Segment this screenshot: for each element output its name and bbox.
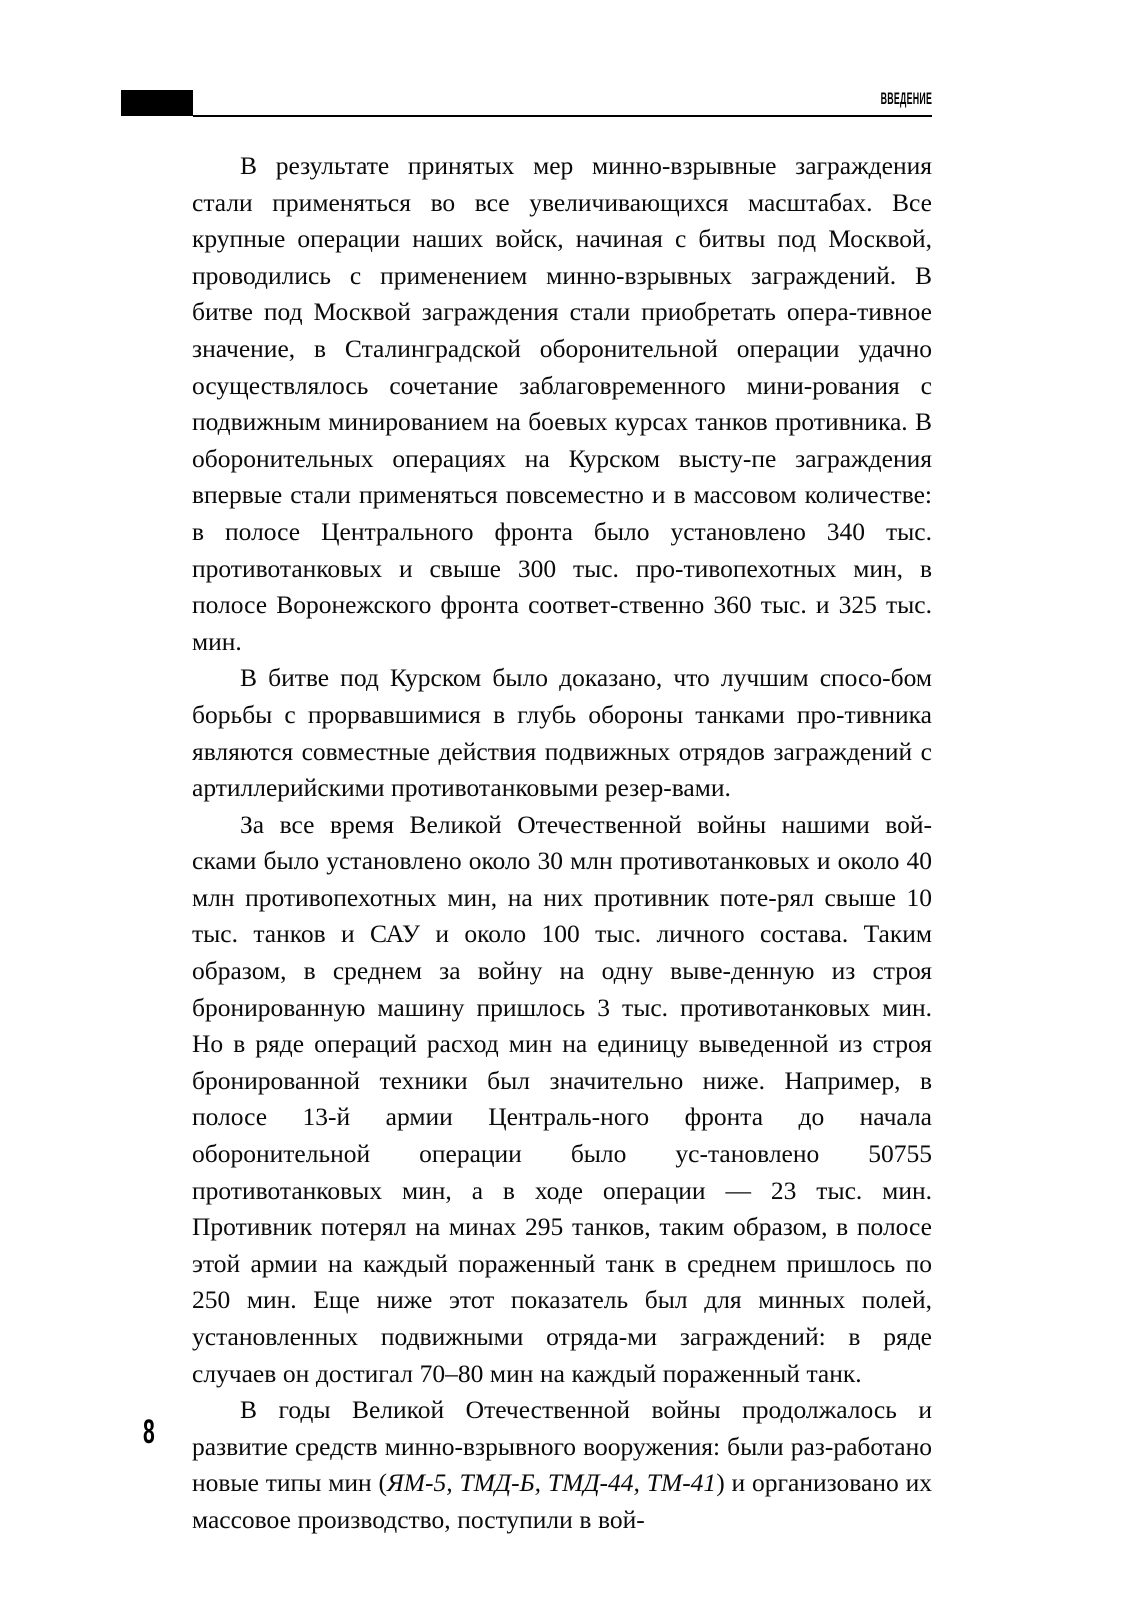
- mine-designations: ЯМ-5, ТМД-Б, ТМД-44, ТМ-41: [386, 1468, 717, 1498]
- page-number: 8: [143, 1413, 155, 1451]
- body-text-column: [192, 148, 932, 1539]
- paragraph: В результате принятых мер минно-взрывные заграждения стали применяться во все увеличивающихся масштабах. Все крупные операции наших войск, начиная с битвы под Москвой, проводились с применением минно-взрывных заграждений. В битве под Москвой заграждения стали приобретать опера-тивное значение, в Сталинградской оборонительной операции удачно осуществлялось сочетание заблаговременного мини-рования с подвижным минированием на боевых курсах танков противника. В оборонительных операциях на Курском высту-пе заграждения впервые стали применяться повсеместно и в массовом количестве: в полосе Центрального фронта было установлено 340 тыс. противотанковых и свыше 300 тыс. про-тивопехотных мин, в полосе Воронежского фронта соответ-ственно 360 тыс. и 325 тыс. мин.: [192, 151, 932, 656]
- header-rule: [193, 115, 932, 117]
- paragraph-tail-text: ) и организовано их массовое производство, поступили в вой-: [192, 1468, 932, 1534]
- running-head-title: ВВЕДЕНИЕ: [880, 89, 932, 108]
- paragraph: В битве под Курском было доказано, что лучшим спосо-бом борьбы с прорвавшимися в глубь обороны танками про-тивника являются совместные действия подвижных отрядов заграждений с артиллерийскими противотанковыми резер-вами.: [192, 663, 932, 803]
- paragraph-lead-text: В годы Великой Отечественной войны продолжалось и развитие средств минно-взрывного вооружения: были раз-работано новые типы мин (: [192, 1395, 932, 1498]
- paragraph-with-mine-designations: [192, 1392, 932, 1538]
- header-black-block: [121, 90, 193, 116]
- paragraph: За все время Великой Отечественной войны нашими вой-сками было установлено около 30 млн противотанковых и около 40 млн противопехотных мин, на них противник поте-рял свыше 10 тыс. танков и САУ и около 100 тыс. личного состава. Таким образом, в среднем за войну на одну выве-денную из строя бронированную машину пришлось 3 тыс. противотанковых мин. Но в ряде операций расход мин на единицу выведенной из строя бронированной техники был значительно ниже. Например, в полосе 13-й армии Централь-ного фронта до начала оборонительной операции было ус-тановлено 50755 противотанковых мин, а в ходе операции — 23 тыс. мин. Противник потерял на минах 295 танков, таким образом, в полосе этой армии на каждый пораженный танк в среднем пришлось по 250 мин. Еще ниже этот показатель был для минных полей, установленных подвижными отряда-ми заграждений: в ряде случаев он достигал 70–80 мин на каждый пораженный танк.: [192, 809, 932, 1388]
- running-header: [121, 88, 932, 120]
